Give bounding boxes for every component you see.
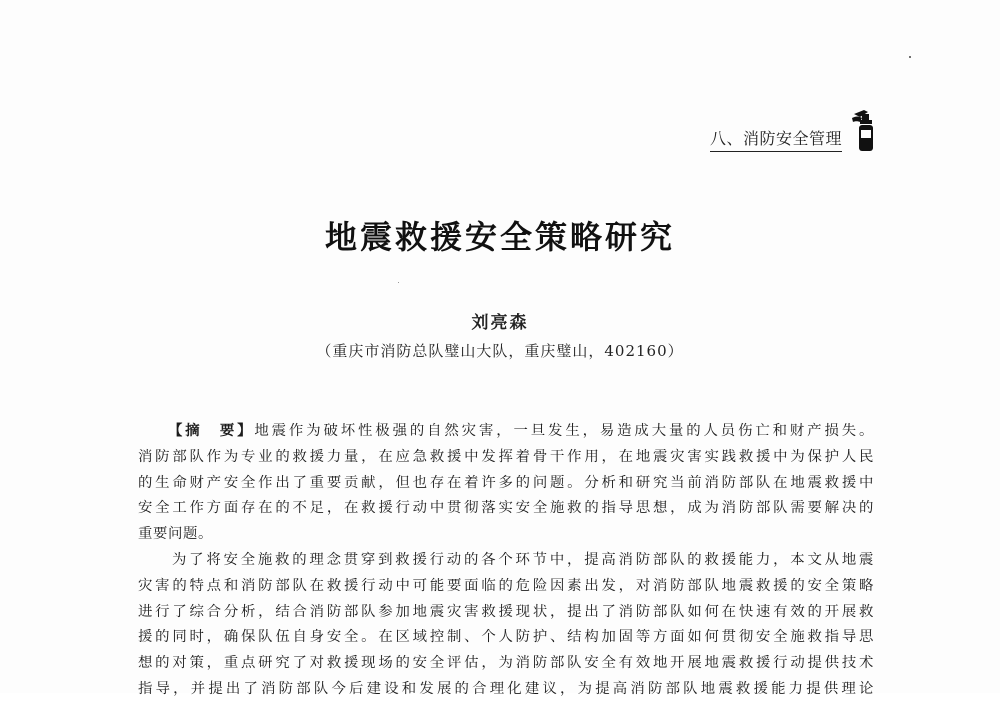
paper-title: 地震救援安全策略研究 bbox=[324, 218, 675, 256]
paragraph-line: 为了将安全施救的理念贯穿到救援行动的各个环节中，提高消防部队的救援能力，本文从地震 bbox=[172, 551, 874, 568]
paragraph-line: 援的同时，确保队伍自身安全。在区域控制、个人防护、结构加固等方面如何贯彻安全施救指导思 bbox=[138, 629, 874, 646]
paragraph-line: 指导，并提出了消防部队今后建设和发展的合理化建议，为提高消防部队地震救援能力提供理论 bbox=[138, 680, 874, 697]
abstract-line: 安全工作方面存在的不足，在救援行动中贯彻落实安全施救的指导思想，成为消防部队需要解决的 bbox=[138, 500, 874, 517]
abstract-body bbox=[138, 418, 874, 703]
abstract-line: 【摘 要】地震作为破坏性极强的自然灾害，一旦发生，易造成大量的人员伤亡和财产损失。 bbox=[168, 422, 874, 439]
abstract-keyword: 【摘 要】 bbox=[168, 422, 255, 439]
abstract-line: 的生命财产安全作出了重要贡献，但也存在着许多的问题。分析和研究当前消防部队在地震救援中 bbox=[138, 474, 874, 491]
abstract-line: 重要问题。 bbox=[138, 526, 213, 543]
abstract-line: 消防部队作为专业的救援力量，在应急救援中发挥着骨干作用，在地震灾害实践救援中为保护人民 bbox=[138, 448, 874, 465]
scan-speck bbox=[909, 56, 911, 58]
fire-extinguisher-icon bbox=[850, 108, 876, 152]
paragraph-line: 想的对策，重点研究了对救援现场的安全评估，为消防部队安全有效地开展地震救援行动提供技术 bbox=[138, 655, 874, 672]
section-label: 八、消防安全管理 bbox=[710, 126, 842, 152]
running-header bbox=[710, 108, 876, 152]
paragraph-line: 灾害的特点和消防部队在救援行动中可能要面临的危险因素出发，对消防部队地震救援的安全策略 bbox=[138, 577, 874, 594]
paragraph-line: 进行了综合分析，结合消防部队参加地震灾害救援现状，提出了消防部队如何在快速有效的开展救 bbox=[138, 603, 874, 620]
author-affiliation: （重庆市消防总队璧山大队，重庆璧山，402160） bbox=[316, 342, 684, 360]
author-name: 刘亮森 bbox=[471, 313, 529, 333]
scan-speck bbox=[398, 282, 399, 283]
